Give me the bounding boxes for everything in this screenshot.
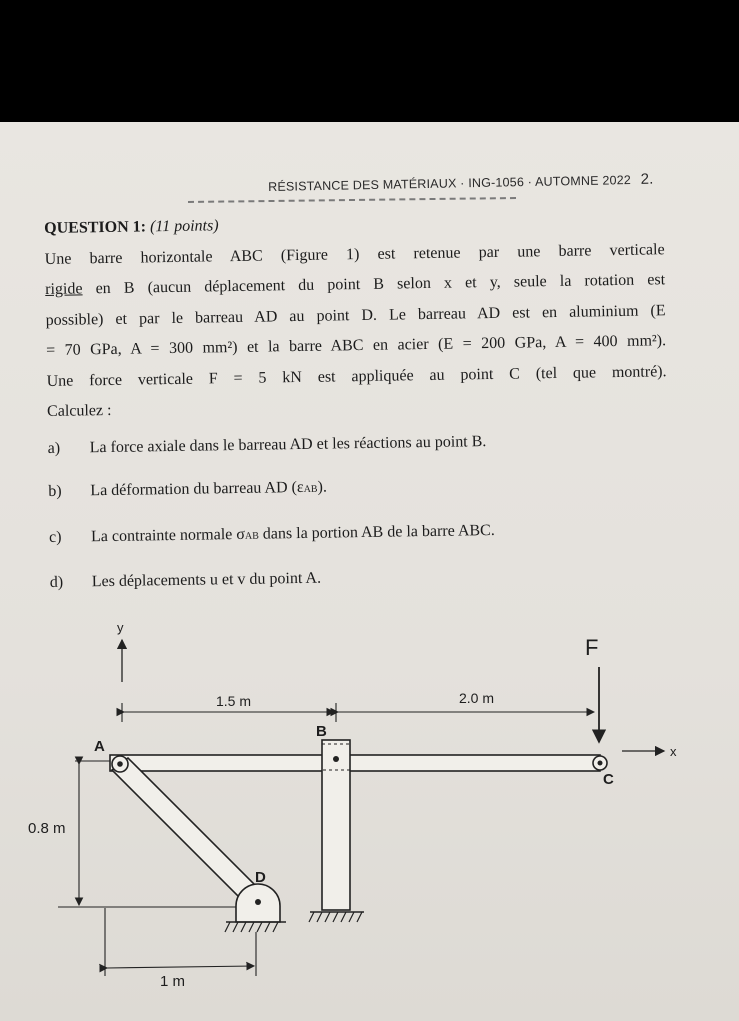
vertical-bar-b (322, 740, 350, 910)
page-number: 2. (640, 170, 654, 188)
list-item-label: a) (47, 439, 61, 457)
list-item-subscript: AB (244, 530, 259, 542)
pin-b (333, 756, 339, 762)
label-b: B (316, 723, 327, 740)
y-axis-label: y (117, 620, 124, 635)
list-item-text-start: La déformation du barreau AD (ε (90, 478, 304, 500)
paragraph-1-line-4: = 70 GPa, A = 300 mm²) et la barre ABC en acier (E = 200 GPa, A = 400 mm²). (46, 332, 667, 359)
black-top-band (0, 0, 739, 122)
list-item-a (47, 424, 667, 464)
underlined-word: rigide (45, 280, 83, 298)
x-axis-label: x (670, 744, 677, 759)
list-item-text (90, 473, 327, 509)
course-header: RÉSISTANCE DES MATÉRIAUX · ING-1056 · AUTOMNE 2022 (268, 173, 632, 194)
label-d: D (255, 869, 266, 886)
paragraph-1-line-2-rest: en B (aucun déplacement du point B selon x et y, seule la rotation est (82, 271, 666, 298)
list-item-text-end: ). (317, 478, 328, 496)
bar-abc (110, 755, 600, 771)
list-item-c (49, 513, 669, 555)
list-item-b (48, 467, 668, 509)
dim-label-height: 0.8 m (28, 820, 66, 837)
paragraph-2-line-2: Calculez : (46, 401, 112, 420)
paragraph-2-line-1: Une force verticale F = 5 kN est appliquée au point C (tel que montré). (46, 362, 667, 390)
force-label: F (585, 635, 599, 660)
list-item-label: d) (49, 573, 64, 591)
pin-d (255, 899, 261, 905)
question-points: (11 points) (149, 217, 219, 236)
list-item-subscript: AB (303, 483, 318, 495)
paragraph-1 (44, 235, 666, 367)
bar-ad (112, 758, 266, 908)
list-item-text: La force axiale dans le barreau AD et les réactions au point B. (89, 432, 487, 456)
dim-label-horizontal: 1 m (160, 973, 186, 990)
list-item-text (91, 515, 495, 554)
paragraph-1-line-1: Une barre horizontale ABC (Figure 1) est retenue par une barre verticale (44, 240, 665, 268)
pin-c (598, 761, 603, 766)
question-text (44, 204, 670, 598)
ground-b-hatch (309, 912, 362, 922)
dim-label-ab: 1.5 m (216, 693, 252, 709)
list-item-label: b) (48, 482, 62, 500)
label-c: C (603, 771, 614, 788)
dim-label-bc: 2.0 m (459, 690, 495, 706)
paragraph-2 (46, 357, 667, 428)
list-item-text-end: dans la portion AB de la barre ABC. (258, 521, 495, 543)
dim-line-horizontal (107, 966, 254, 968)
list-item-text-start: La contrainte normale σ (90, 525, 246, 545)
label-a: A (94, 738, 105, 755)
ground-d-hatch (225, 922, 278, 932)
list-item-text: Les déplacements u et v du point A. (91, 569, 322, 591)
figure-1-diagram (0, 600, 739, 1000)
paragraph-1-line-3: possible) et par le barreau AD au point D. Le barreau AD est en aluminium (E (45, 301, 666, 329)
list-item-label: c) (48, 528, 62, 546)
question-title: QUESTION 1: (44, 218, 147, 237)
pin-a (117, 761, 123, 767)
